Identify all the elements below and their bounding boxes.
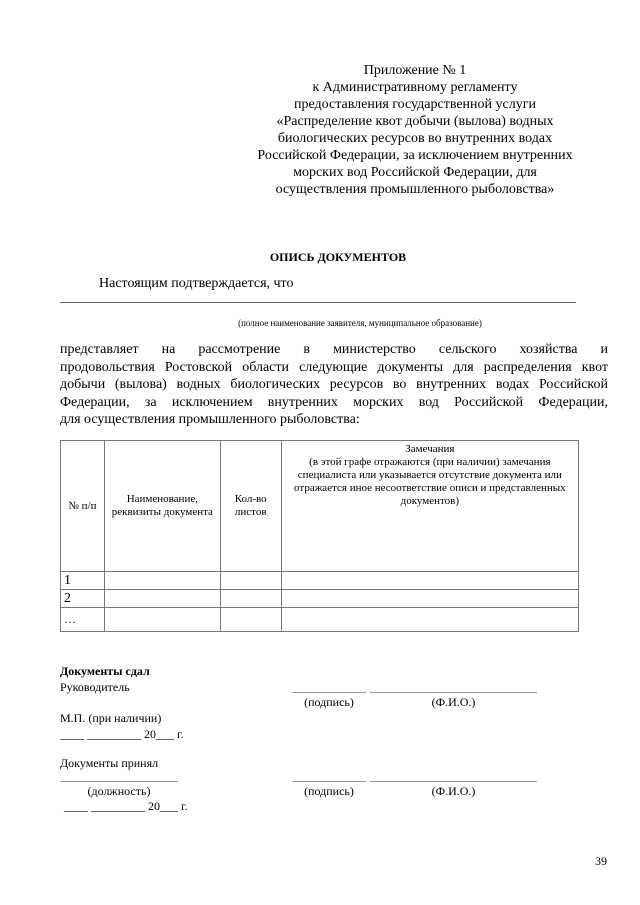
received-date: ____ _________ 20___ г. — [64, 799, 188, 813]
handed-fio-label: (Ф.И.О.) — [431, 695, 476, 709]
header-remarks-note: (в этой графе отражаются (при наличии) замечания специалиста или указывается отсутствие документа или отражается иное несоответствие описи и представленных документов) — [294, 456, 566, 507]
header-name: Наименование, реквизиты документа — [104, 441, 220, 572]
received-signature-label: (подпись) — [304, 784, 354, 798]
row-cell — [220, 608, 281, 632]
row-cell — [220, 572, 281, 590]
applicant-hint: (полное наименование заявителя, муниципальное образование) — [238, 318, 482, 328]
appendix-header — [230, 62, 600, 198]
appendix-line: осуществления промышленного рыболовства» — [275, 182, 555, 197]
handed-role: Руководитель — [60, 680, 130, 694]
table-row — [61, 608, 579, 632]
received-title: Документы принял — [60, 756, 159, 770]
appendix-line: «Распределение квот добычи (вылова) водных — [276, 114, 554, 129]
confirm-text: Настоящим подтверждается, что — [99, 276, 294, 291]
paragraph-line: продовольствия Ростовской области следующие документы для распределения квот — [60, 359, 608, 375]
row-cell — [104, 572, 220, 590]
appendix-line: биологических ресурсов во внутренних водах — [277, 131, 553, 146]
row-number: … — [61, 608, 105, 632]
received-fio-label: (Ф.И.О.) — [431, 784, 476, 798]
handed-date: ____ _________ 20___ г. — [60, 727, 184, 741]
header-num: № п/п — [61, 441, 105, 572]
handed-signature-line — [292, 692, 366, 693]
table-row — [61, 590, 579, 608]
appendix-line: Российской Федерации, за исключением внутренних — [257, 148, 573, 163]
received-position-line — [60, 781, 178, 782]
appendix-line: морских вод Российской Федерации, для — [293, 165, 537, 180]
appendix-line: к Административному регламенту — [312, 80, 518, 95]
handed-fio-line — [370, 692, 537, 693]
appendix-line: Приложение № 1 — [363, 63, 467, 78]
header-remarks-title: Замечания — [405, 443, 455, 455]
paragraph-line: добычи (вылова) водных биологических ресурсов во внутренних водах Российской — [60, 377, 608, 392]
row-cell — [104, 608, 220, 632]
row-cell — [220, 590, 281, 608]
table-header-row — [61, 441, 579, 572]
document-title: ОПИСЬ ДОКУМЕНТОВ — [269, 250, 407, 264]
table-row — [61, 572, 579, 590]
row-number: 2 — [61, 590, 105, 608]
applicant-line — [60, 302, 576, 303]
row-cell — [281, 590, 578, 608]
handed-title: Документы сдал — [60, 664, 150, 678]
handed-signature-label: (подпись) — [304, 695, 354, 709]
row-cell — [281, 572, 578, 590]
received-fio-line — [370, 781, 537, 782]
handed-stamp: М.П. (при наличии) — [60, 711, 162, 725]
documents-table — [60, 440, 579, 632]
header-count: Кол-во листов — [220, 441, 281, 572]
row-cell — [104, 590, 220, 608]
received-position-label: (должность) — [87, 784, 151, 798]
paragraph-line: Федерации, за исключением внутренних морских вод Российской Федерации, — [60, 394, 608, 410]
intro-paragraph — [60, 341, 608, 429]
appendix-line: предоставления государственной услуги — [294, 97, 536, 112]
received-signature-line — [292, 781, 366, 782]
row-number: 1 — [61, 572, 105, 590]
page-number: 39 — [595, 854, 607, 868]
header-remarks — [281, 441, 578, 572]
paragraph-line: для осуществления промышленного рыболовства: — [60, 412, 360, 427]
row-cell — [281, 608, 578, 632]
paragraph-line: представляет на рассмотрение в министерство сельского хозяйства и — [60, 342, 608, 357]
